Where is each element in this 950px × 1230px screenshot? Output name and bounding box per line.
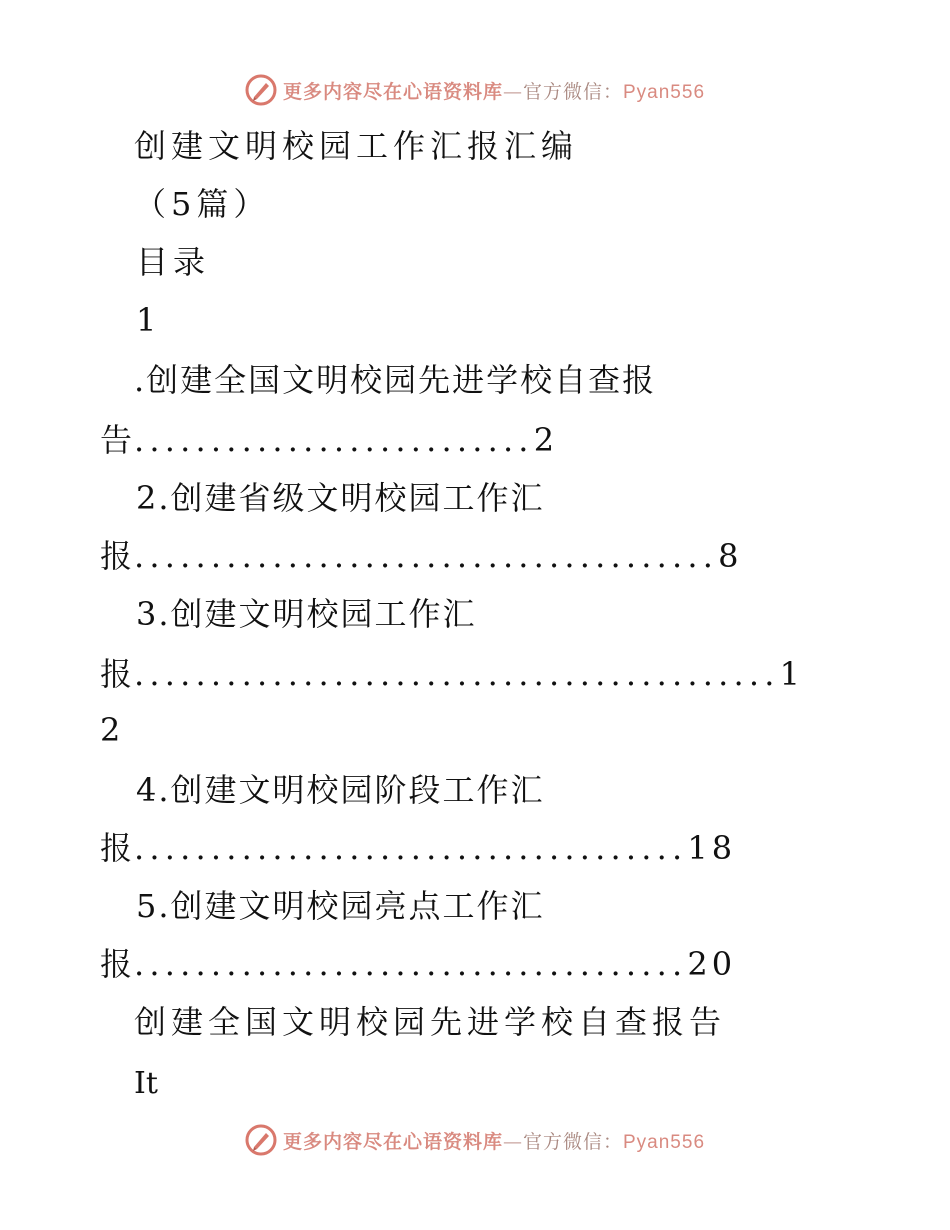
toc-item-1-page: 2 <box>533 421 559 459</box>
toc-item-3-page-wrap: 2 <box>100 711 123 749</box>
stray-glyph: It <box>134 1066 158 1101</box>
watermark-text: 更多内容尽在心语资料库—官方微信：Pyan556 <box>282 80 706 103</box>
toc-item-1-title: .创建全国文明校园先进学校自查报 <box>134 361 657 399</box>
toc-item-5-line: 报....................................20 <box>100 945 737 983</box>
header-watermark <box>0 70 950 110</box>
footer-watermark <box>0 1120 950 1160</box>
toc-item-4-page: 18 <box>687 829 737 867</box>
section-heading: 创建全国文明校园先进学校自查报告 <box>134 1003 727 1041</box>
toc-item-4-line: 报....................................18 <box>100 829 737 867</box>
toc-item-3-title: 3.创建文明校园工作汇 <box>136 595 477 633</box>
pen-logo-icon <box>245 1124 277 1156</box>
document-title: 创建文明校园工作汇报汇编 <box>134 127 579 165</box>
document-count: （5篇） <box>134 185 271 223</box>
toc-item-5-title: 5.创建文明校园亮点工作汇 <box>136 887 545 925</box>
toc-item-2-title: 2.创建省级文明校园工作汇 <box>136 479 545 517</box>
toc-item-5-page: 20 <box>687 945 737 983</box>
toc-item-1-number: 1 <box>136 301 162 339</box>
watermark-text: 更多内容尽在心语资料库—官方微信：Pyan556 <box>282 1130 706 1153</box>
toc-item-3-line: 报..........................................1 <box>100 655 804 693</box>
toc-heading: 目录 <box>136 243 211 281</box>
toc-item-2-page: 8 <box>718 537 743 575</box>
toc-item-3-page: 1 <box>779 655 804 693</box>
toc-item-2-line: 报......................................8 <box>100 537 743 575</box>
pen-logo-icon <box>245 74 277 106</box>
toc-item-4-title: 4.创建文明校园阶段工作汇 <box>136 771 545 809</box>
toc-item-1-line: 告..........................2 <box>100 421 559 459</box>
